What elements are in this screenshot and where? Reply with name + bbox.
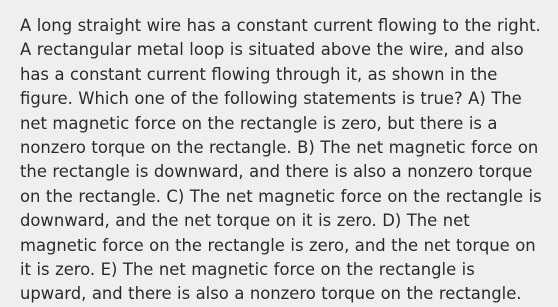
question-text: A long straight wire has a constant current flowing to the right. A rectangular metal loop is situated above the wire, and also has a constant current flowing through it, as shown in the figure. Which one of the following statements is true? A) The net magnetic force on the rectangle is zero, but there is a nonzero torque on the rectangle. B) The net magnetic force on the rectangle is downward, and there is also a nonzero torque on the rectangle. C) The net magnetic force on the rectangle is downward, and the net torque on it is zero. D) The net magnetic force on the rectangle is zero, and the net torque on it is zero. E) The net magnetic force on the rectangle is upward, and there is also a nonzero torque on the rectangle. <box>20 16 542 304</box>
